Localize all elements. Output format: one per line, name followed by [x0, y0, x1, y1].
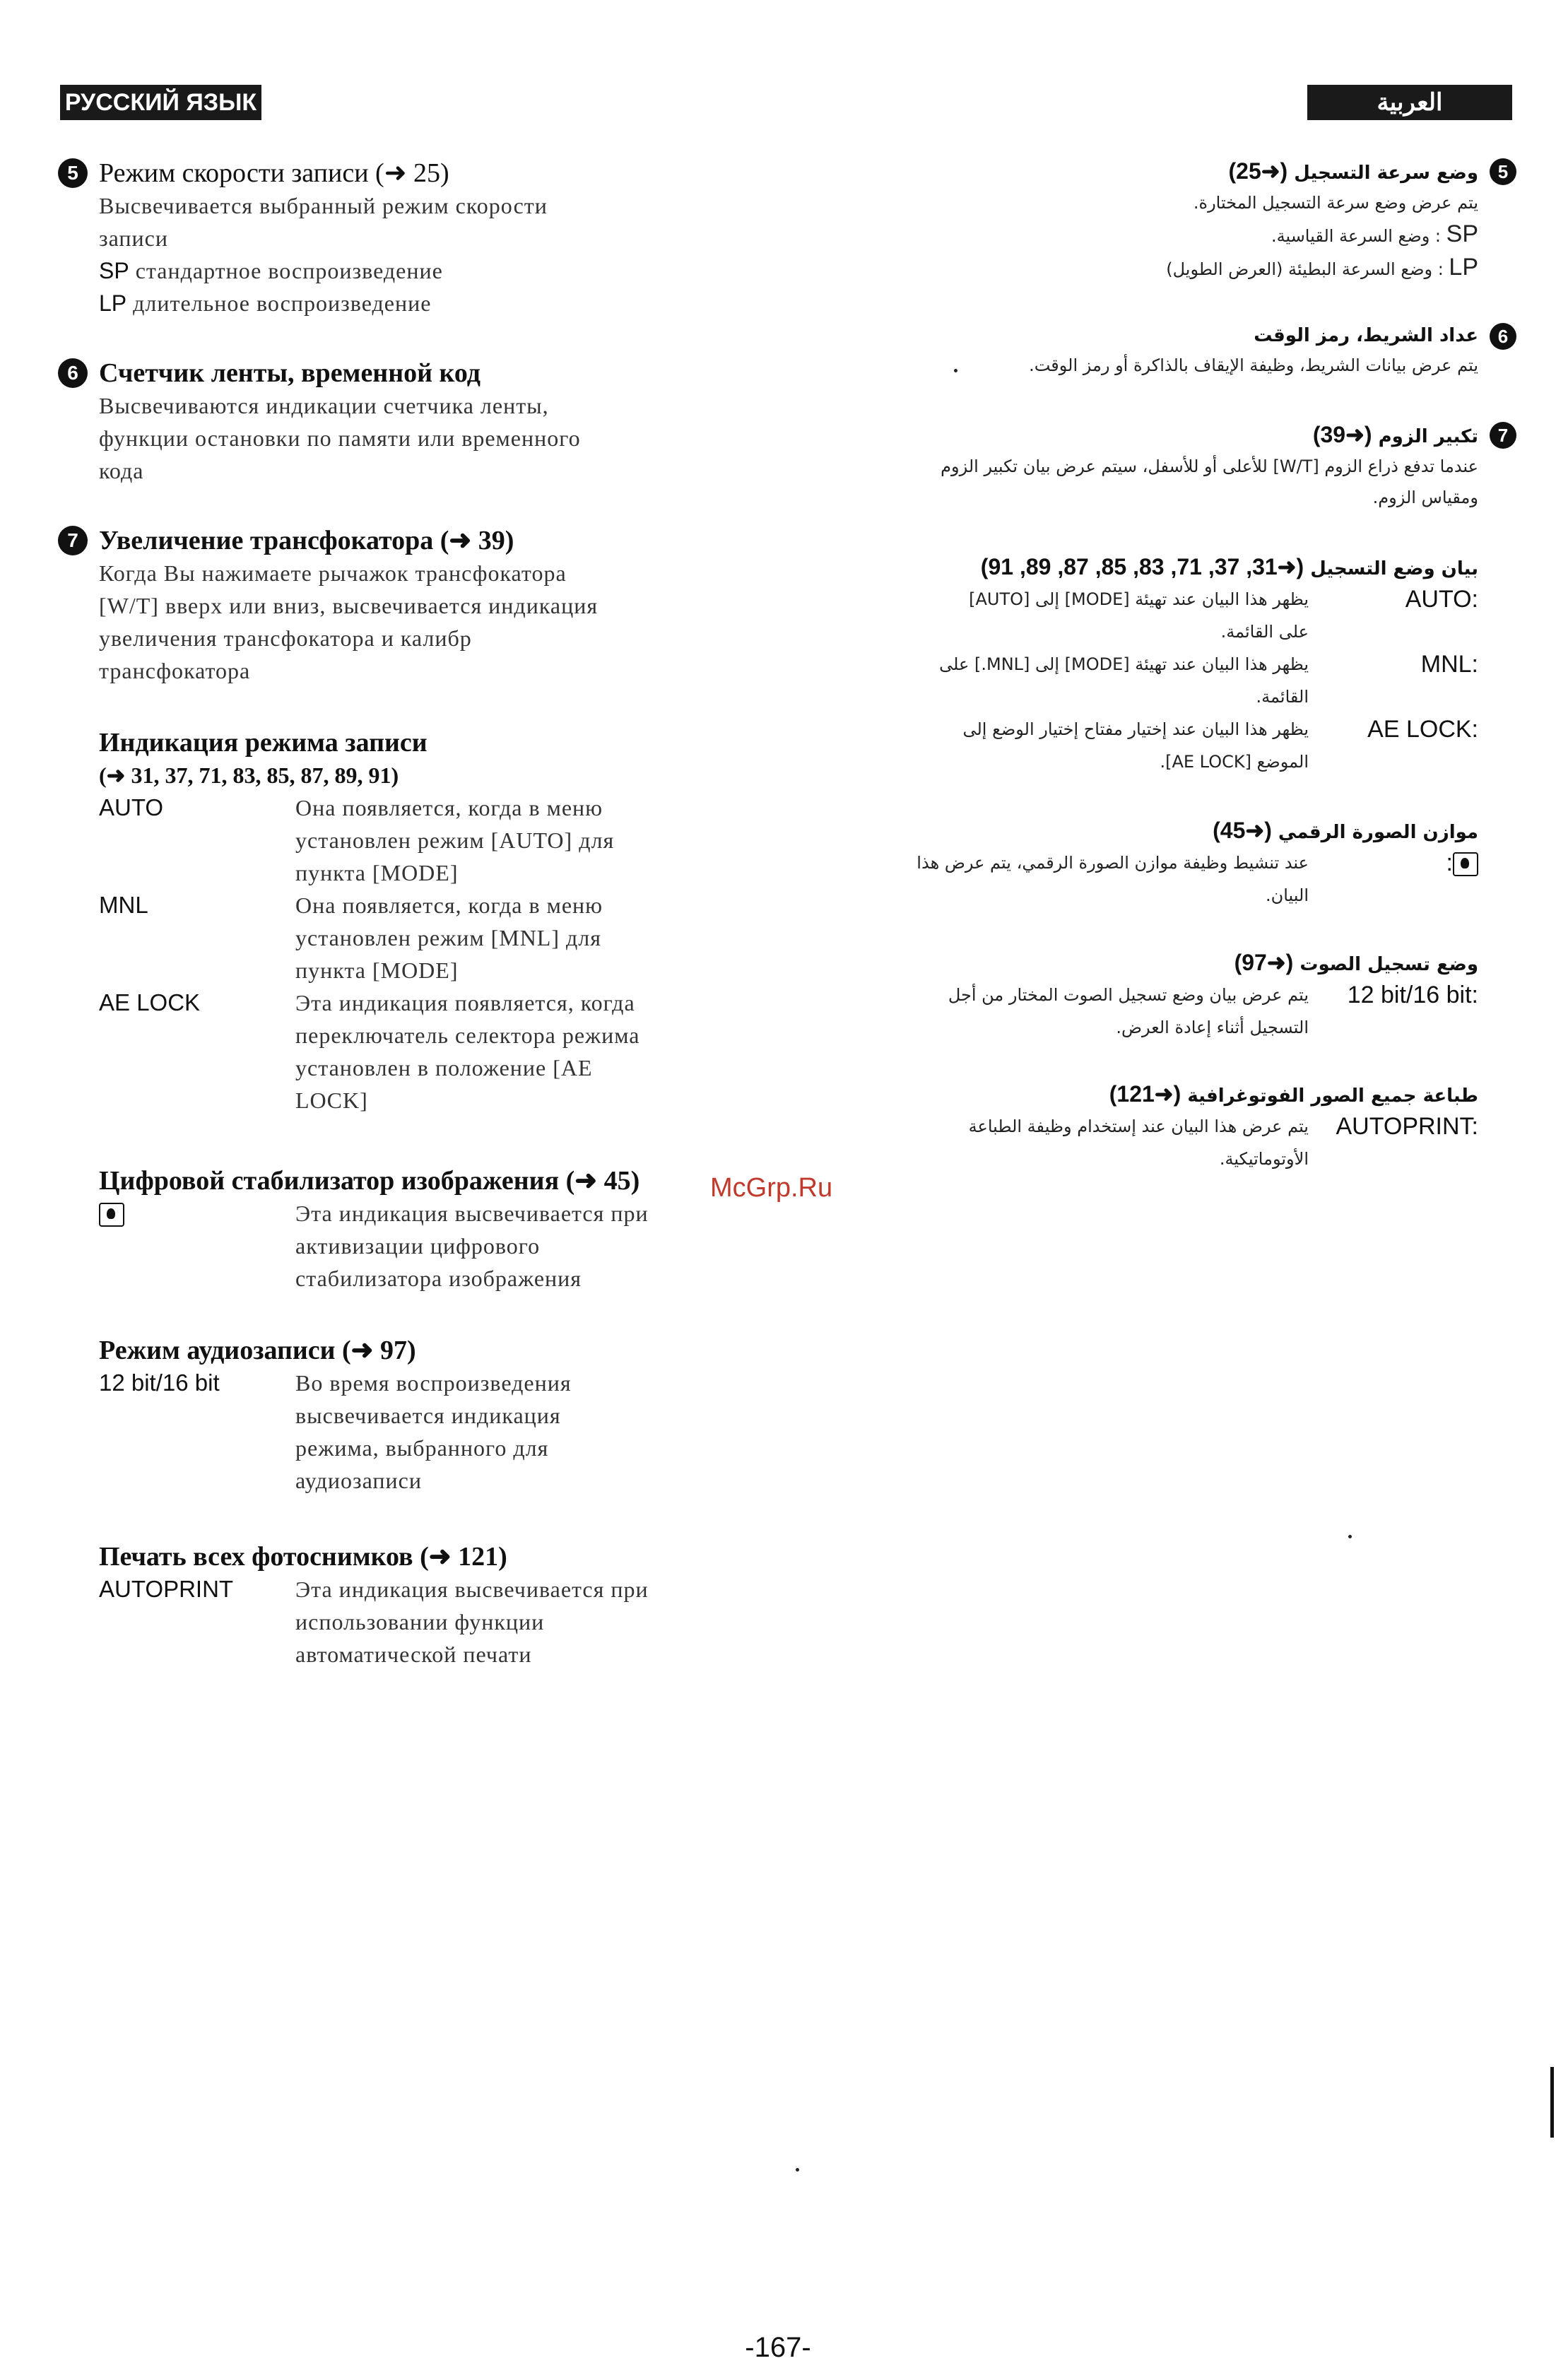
auto-line: Она появляется, когда в меню — [295, 795, 603, 820]
section-refs: (➜ 31, 37, 71, 83, 85, 87, 89, 91) — [99, 762, 399, 788]
section-title: Режим скорости записи (➜ 25) — [99, 158, 449, 188]
autoprint-line: автоматической печати — [295, 1642, 532, 1667]
sp-line: SP : وضع السرعة القياسية. — [1271, 220, 1478, 247]
autoprint-line: الأوتوماتيكية. — [1219, 1149, 1309, 1169]
scan-edge-bar — [1550, 2067, 1554, 2138]
mnl-line: пункта [MODE] — [295, 958, 459, 983]
image-stabilizer-icon — [99, 1203, 124, 1227]
ae-lock-row — [842, 713, 1478, 778]
section-ref: (➜97) — [1234, 950, 1294, 975]
audio-row — [99, 1367, 749, 1497]
mnl-key: MNL: — [1420, 651, 1478, 678]
paragraph-line: увеличения трансфокатора и калибр — [99, 625, 472, 651]
mnl-key: MNL — [99, 892, 148, 918]
autoprint-line: يتم عرض هذا البيان عند إستخدام وظيفة الطباعة — [968, 1117, 1309, 1136]
stabilizer-symbol — [99, 1197, 124, 1230]
arabic-language-tag: العربية — [1307, 85, 1512, 120]
section-number-5: 5 — [1490, 158, 1516, 185]
ae-lock-line: установлен в положение [AE — [295, 1055, 593, 1080]
audio-row — [842, 979, 1478, 1044]
audio-line: режима, выбранного для — [295, 1435, 549, 1461]
russian-language-tag: РУССКИЙ ЯЗЫК — [60, 85, 261, 120]
paragraph-line: يتم عرض وضع سرعة التسجيل المختارة. — [1193, 193, 1478, 213]
stabilizer-row — [99, 1197, 749, 1295]
stabilizer-row — [842, 847, 1478, 912]
section-ref: (➜39) — [1312, 422, 1372, 447]
ar-section-recording-mode — [842, 553, 1478, 778]
section-title-text: طباعة جميع الصور الفوتوغرافية — [1187, 1085, 1478, 1107]
audio-line: Во время воспроизведения — [295, 1370, 572, 1396]
lp-key: LP — [1449, 254, 1478, 281]
autoprint-row — [842, 1110, 1478, 1175]
section-title-text: بيان وضع التسجيل — [1310, 558, 1478, 579]
scan-speck — [1348, 1535, 1352, 1538]
section-number-7: 7 — [58, 526, 88, 555]
page-number: -167- — [745, 2332, 811, 2363]
audio-line: يتم عرض بيان وضع تسجيل الصوت المختار من أجل — [948, 985, 1309, 1005]
sp-key: SP — [99, 258, 129, 283]
lp-line — [99, 287, 749, 319]
sp-key: SP — [1446, 220, 1478, 247]
ru-section-digital-stabilizer — [99, 1165, 749, 1295]
ae-lock-row — [99, 986, 749, 1117]
section-title — [842, 420, 1478, 451]
lp-value: длительное воспроизведение — [133, 290, 432, 316]
paragraph-line: يتم عرض بيانات الشريط، وظيفة الإيقاف بالذاكرة أو رمز الوقت. — [1029, 355, 1478, 375]
auto-line: على القائمة. — [1220, 622, 1309, 642]
ar-section-autoprint — [842, 1080, 1478, 1175]
section-title: Индикация режима записи — [99, 728, 428, 758]
autoprint-row — [99, 1573, 749, 1671]
ae-lock-line: Эта индикация появляется, когда — [295, 990, 635, 1015]
section-title: عداد الشريط، رمز الوقت — [1254, 325, 1478, 346]
autoprint-line: Эта индикация высвечивается при — [295, 1577, 649, 1602]
auto-line: установлен режим [AUTO] для — [295, 827, 615, 853]
section-title-text: موازن الصورة الرقمي — [1278, 822, 1478, 843]
stabilizer-symbol: : — [1446, 847, 1478, 879]
section-ref: (➜121) — [1109, 1081, 1181, 1107]
paragraph-line: записи — [99, 225, 168, 251]
autoprint-line: использовании функции — [295, 1609, 545, 1634]
mnl-line: القائمة. — [1256, 687, 1309, 707]
section-ref: (➜45) — [1213, 818, 1272, 843]
lp-key: LP — [99, 290, 127, 316]
stabilizer-line: Эта индикация высвечивается при — [295, 1201, 649, 1226]
audio-line: التسجيل أثناء إعادة العرض. — [1116, 1018, 1309, 1037]
mnl-line: Она появляется, когда в меню — [295, 892, 603, 918]
paragraph-line: трансфокатора — [99, 658, 251, 683]
lp-value: وضع السرعة البطيئة (العرض الطويل) — [1166, 259, 1433, 279]
watermark: McGrp.Ru — [710, 1173, 833, 1203]
section-number-6: 6 — [1490, 323, 1516, 350]
section-title: Цифровой стабилизатор изображения (➜ 45) — [99, 1166, 640, 1196]
paragraph-line: [W/T] вверх или вниз, высвечивается индикация — [99, 593, 599, 618]
scan-speck — [796, 2168, 799, 2172]
autoprint-key: AUTOPRINT: — [1336, 1113, 1478, 1140]
section-number-7: 7 — [1490, 422, 1516, 449]
auto-line: пункта [MODE] — [295, 860, 459, 885]
section-title — [842, 157, 1478, 187]
ar-section-audio-mode — [842, 948, 1478, 1044]
mnl-row — [842, 648, 1478, 713]
scan-speck — [954, 369, 957, 372]
section-title — [842, 816, 1478, 847]
stabilizer-line: стабилизатора изображения — [295, 1266, 582, 1291]
ru-section-tape-counter — [67, 357, 749, 487]
paragraph-line: Высвечивается выбранный режим скорости — [99, 193, 548, 218]
auto-row — [99, 791, 749, 889]
mnl-line: установлен режим [MNL] для — [295, 925, 601, 950]
ru-section-zoom — [67, 524, 749, 687]
section-number-5: 5 — [58, 158, 88, 188]
stabilizer-line: البيان. — [1265, 885, 1309, 905]
audio-key: 12 bit/16 bit — [99, 1369, 220, 1396]
stabilizer-line: عند تنشيط وظيفة موازن الصورة الرقمي، يتم عرض هذا — [916, 853, 1309, 873]
section-ref: (➜31, 37, 71, 83, 85, 87, 89, 91) — [980, 554, 1304, 579]
ar-section-digital-stabilizer — [842, 816, 1478, 912]
stabilizer-line: активизации цифрового — [295, 1233, 541, 1259]
auto-row — [842, 583, 1478, 648]
section-title — [842, 948, 1478, 979]
section-title: Увеличение трансфокатора (➜ 39) — [99, 526, 514, 555]
section-title: Режим аудиозаписи (➜ 97) — [99, 1336, 416, 1365]
paragraph-line: функции остановки по памяти или временного — [99, 425, 581, 451]
ae-lock-line: الموضع [AE LOCK]. — [1160, 752, 1309, 772]
section-title — [842, 553, 1478, 583]
section-title — [842, 1080, 1478, 1110]
lp-line: LP : وضع السرعة البطيئة (العرض الطويل) — [1166, 254, 1478, 281]
ru-section-autoprint — [99, 1540, 749, 1671]
section-title-text: وضع سرعة التسجيل — [1294, 163, 1478, 184]
paragraph-line: Высвечиваются индикации счетчика ленты, — [99, 393, 549, 418]
ae-lock-line: يظهر هذا البيان عند إختيار مفتاح إختيار الوضع إلى — [962, 719, 1309, 739]
ar-section-recording-speed — [842, 157, 1509, 285]
paragraph-line: Когда Вы нажимаете рычажок трансфокатора — [99, 560, 567, 586]
audio-line: высвечивается индикация — [295, 1403, 561, 1428]
section-ref: (➜25) — [1228, 158, 1288, 184]
ae-lock-key: AE LOCK: — [1367, 716, 1478, 743]
paragraph-line: кода — [99, 458, 144, 483]
auto-key: AUTO — [99, 794, 164, 820]
mnl-line: يظهر هذا البيان عند تهيئة [MODE] إلى [MNL.] على — [939, 654, 1309, 674]
section-number-6: 6 — [58, 358, 88, 388]
sp-value: стандартное воспроизведение — [135, 258, 443, 283]
section-title-text: وضع تسجيل الصوت — [1299, 954, 1478, 975]
sp-value: وضع السرعة القياسية. — [1271, 226, 1430, 246]
ar-section-tape-counter — [842, 322, 1509, 381]
image-stabilizer-icon — [1453, 852, 1478, 876]
auto-key: AUTO: — [1405, 586, 1478, 613]
ru-section-recording-mode — [99, 726, 749, 1117]
ar-section-zoom — [842, 420, 1509, 513]
section-title: Печать всех фотоснимков (➜ 121) — [99, 1542, 507, 1572]
sp-line — [99, 254, 749, 287]
ae-lock-key: AE LOCK — [99, 989, 201, 1015]
paragraph-line: ومقياس الزوم. — [1372, 488, 1478, 507]
ru-section-audio-mode — [99, 1334, 749, 1497]
mnl-row — [99, 889, 749, 986]
paragraph-line: عندما تدفع ذراع الزوم [W/T] للأعلى أو للأسفل، سيتم عرض بيان تكبير الزوم — [941, 456, 1478, 476]
ae-lock-line: LOCK] — [295, 1088, 368, 1113]
ru-section-recording-speed — [67, 157, 749, 319]
ae-lock-line: переключатель селектора режима — [295, 1023, 640, 1048]
section-title: Счетчик ленты, временной код — [99, 358, 481, 388]
audio-line: аудиозаписи — [295, 1468, 422, 1493]
audio-key: 12 bit/16 bit: — [1347, 982, 1478, 1008]
auto-line: يظهر هذا البيان عند تهيئة [MODE] إلى [AUTO] — [969, 589, 1309, 609]
autoprint-key: AUTOPRINT — [99, 1576, 234, 1602]
section-title-text: تكبير الزوم — [1378, 426, 1478, 447]
